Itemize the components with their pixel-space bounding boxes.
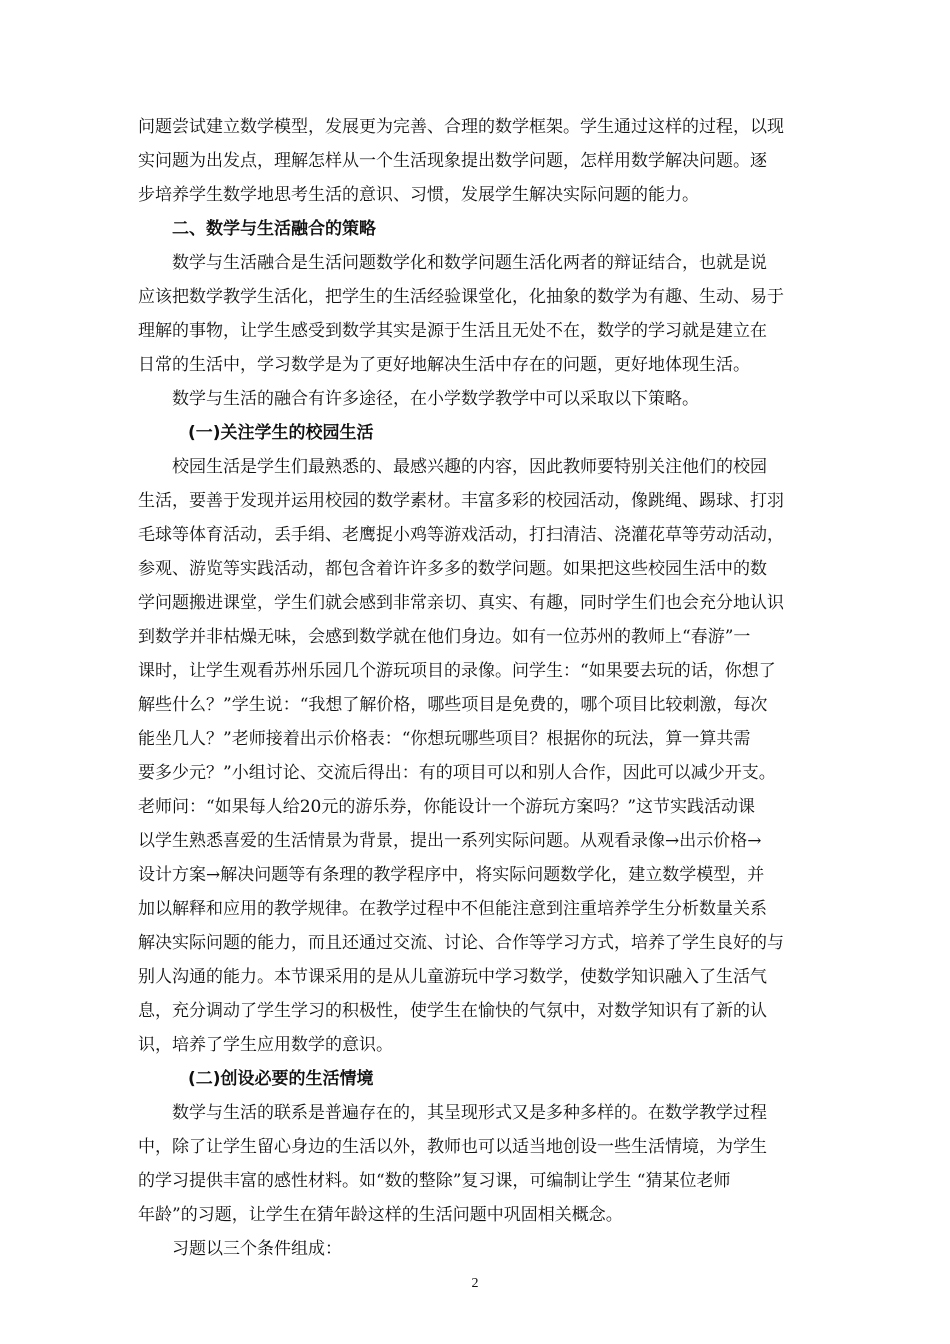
paragraph	[138, 110, 818, 212]
paragraph	[138, 1232, 818, 1266]
section-heading	[138, 212, 818, 246]
document-page	[138, 110, 818, 1266]
paragraph	[138, 450, 818, 1062]
text-line: 毛球等体育活动，丢手绢、老鹰捉小鸡等游戏活动，打扫清洁、浇灌花草等劳动活动，	[138, 525, 784, 545]
text-line: 生活，要善于发现并运用校园的数学素材。丰富多彩的校园活动，像跳绳、踢球、打羽	[138, 491, 784, 511]
text-line: 老师问：“如果每人给20元的游乐券，你能设计一个游玩方案吗？”这节实践活动课	[138, 797, 756, 817]
text-line: 要多少元？”小组讨论、交流后得出：有的项目可以和别人合作，因此可以减少开支。	[138, 763, 776, 783]
text-line: 到数学并非枯燥无味，会感到数学就在他们身边。如有一位苏州的教师上“春游”一	[138, 627, 751, 647]
text-line: 设计方案→解决问题等有条理的教学程序中，将实际问题数学化，建立数学模型，并	[138, 865, 765, 885]
text-line: 数学与生活的融合有许多途径，在小学数学教学中可以采取以下策略。	[172, 389, 699, 409]
paragraph	[138, 246, 818, 382]
text-line: 二、数学与生活融合的策略	[172, 219, 376, 239]
text-line: 习题以三个条件组成：	[172, 1239, 342, 1259]
subsection-heading	[138, 1062, 818, 1096]
page-number: 2	[471, 1276, 479, 1291]
text-line: 课时，让学生观看苏州乐园几个游玩项目的录像。问学生：“如果要去玩的话，你想了	[138, 661, 776, 681]
text-line: 加以解释和应用的教学规律。在教学过程中不但能注意到注重培养学生分析数量关系	[138, 899, 767, 919]
text-line: 能坐几人？”老师接着出示价格表：“你想玩哪些项目？根据你的玩法，算一算共需	[138, 729, 751, 749]
text-line: 参观、游览等实践活动，都包含着许许多多的数学问题。如果把这些校园生活中的数	[138, 559, 767, 579]
subsection-heading	[138, 416, 818, 450]
text-line: 以学生熟悉喜爱的生活情景为背景，提出一系列实际问题。从观看录像→出示价格→	[138, 831, 762, 851]
text-line: 问题尝试建立数学模型，发展更为完善、合理的数学框架。学生通过这样的过程，以现	[138, 117, 784, 137]
text-line: 实问题为出发点，理解怎样从一个生活现象提出数学问题，怎样用数学解决问题。逐	[138, 151, 767, 171]
text-line: 中，除了让学生留心身边的生活以外，教师也可以适当地创设一些生活情境，为学生	[138, 1137, 767, 1157]
text-line: 学问题搬进课堂，学生们就会感到非常亲切、真实、有趣，同时学生们也会充分地认识	[138, 593, 784, 613]
text-line: 校园生活是学生们最熟悉的、最感兴趣的内容，因此教师要特别关注他们的校园	[172, 457, 767, 477]
text-line: 识，培养了学生应用数学的意识。	[138, 1035, 393, 1055]
text-line: 解些什么？”学生说：“我想了解价格，哪些项目是免费的，哪个项目比较刺激，每次	[138, 695, 768, 715]
paragraph	[138, 382, 818, 416]
text-line: 日常的生活中，学习数学是为了更好地解决生活中存在的问题，更好地体现生活。	[138, 355, 750, 375]
text-line: (二)创设必要的生活情境	[188, 1069, 374, 1089]
text-line: 息，充分调动了学生学习的积极性，使学生在愉快的气氛中，对数学知识有了新的认	[138, 1001, 767, 1021]
text-line: 数学与生活融合是生活问题数学化和数学问题生活化两者的辩证结合，也就是说	[172, 253, 767, 273]
text-line: 数学与生活的联系是普遍存在的，其呈现形式又是多种多样的。在数学教学过程	[172, 1103, 767, 1123]
paragraph	[138, 1096, 818, 1232]
text-line: 应该把数学教学生活化，把学生的生活经验课堂化，化抽象的数学为有趣、生动、易于	[138, 287, 784, 307]
text-line: 别人沟通的能力。本节课采用的是从儿童游玩中学习数学，使数学知识融入了生活气	[138, 967, 767, 987]
text-line: 理解的事物，让学生感受到数学其实是源于生活且无处不在，数学的学习就是建立在	[138, 321, 767, 341]
text-line: 解决实际问题的能力，而且还通过交流、讨论、合作等学习方式，培养了学生良好的与	[138, 933, 784, 953]
text-line: (一)关注学生的校园生活	[188, 423, 374, 443]
text-line: 的学习提供丰富的感性材料。如“数的整除”复习课，可编制让学生 “猜某位老师	[138, 1171, 731, 1191]
text-line: 年龄”的习题，让学生在猜年龄这样的生活问题中巩固相关概念。	[138, 1205, 623, 1225]
text-line: 步培养学生数学地思考生活的意识、习惯，发展学生解决实际问题的能力。	[138, 185, 699, 205]
